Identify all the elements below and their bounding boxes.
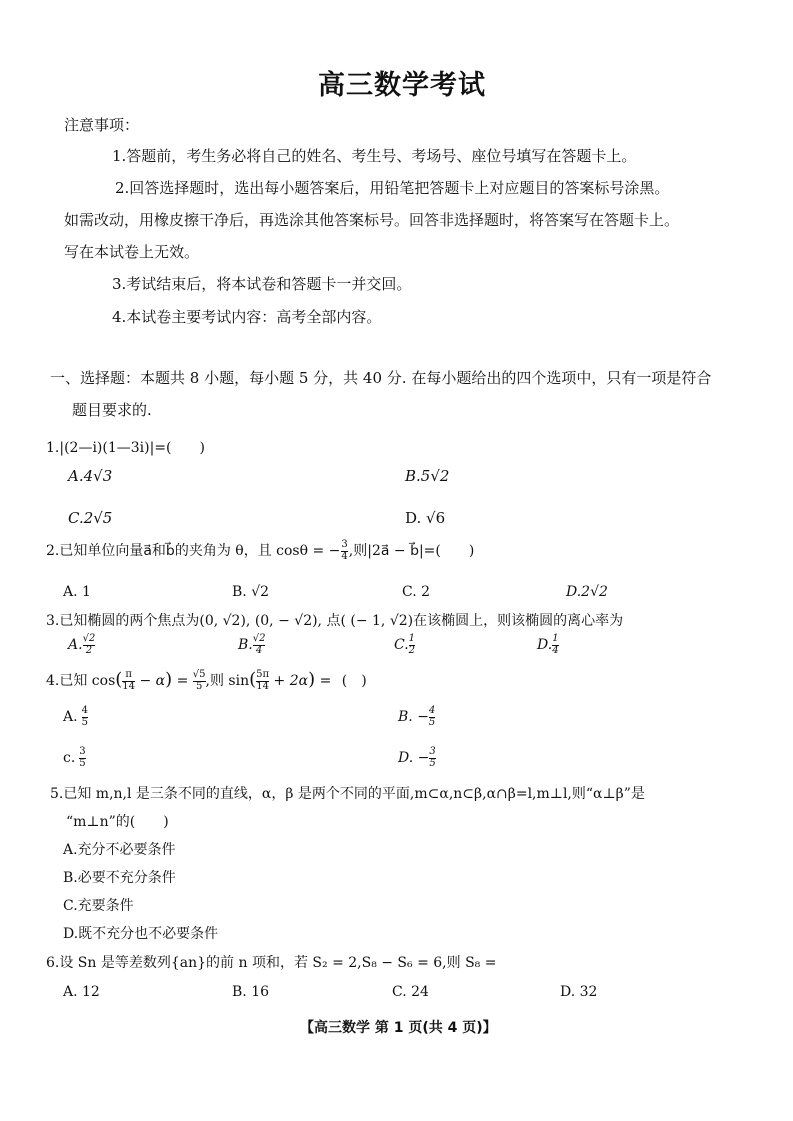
question-3-option-c xyxy=(394,634,415,656)
option-fraction xyxy=(82,706,88,728)
fraction-denominator: 5 xyxy=(429,757,436,769)
question-1-option-a: A.4√3 xyxy=(68,467,113,485)
question-2-option-c: C. 2 xyxy=(402,584,431,600)
question-5-option-b: B.必要不充分条件 xyxy=(63,870,176,886)
option-letter: A. xyxy=(63,709,78,725)
option-letter: B. − xyxy=(398,709,429,725)
question-5-option-c: C.充要条件 xyxy=(63,898,134,914)
fraction-numerator: √2 xyxy=(82,633,96,644)
option-letter: A. xyxy=(68,637,83,653)
option-fraction xyxy=(429,706,435,728)
fraction-numerator: 5π xyxy=(256,669,270,680)
question-4-option-a xyxy=(63,706,88,728)
page-title: 高三数学考试 xyxy=(318,70,486,101)
paren-open: ( xyxy=(115,669,123,690)
notice-line-6: 4.本试卷主要考试内容：高考全部内容。 xyxy=(112,308,382,326)
fraction-denominator: 5 xyxy=(428,716,436,728)
question-1-option-c: C.2√5 xyxy=(68,509,113,527)
stem-text: = xyxy=(172,673,193,689)
section-heading-line-2: 题目要求的. xyxy=(72,401,152,419)
question-4-option-b xyxy=(398,706,435,728)
question-2-stem-text-2: ,则|2a⃗ − b⃗|=( ) xyxy=(348,543,475,559)
question-2-option-d: D.2√2 xyxy=(566,584,608,600)
fraction-numerator: √5 xyxy=(192,669,206,680)
notice-line-5: 3.考试结束后，将本试卷和答题卡一并交回。 xyxy=(112,275,412,293)
option-fraction xyxy=(83,634,96,656)
notice-line-1: 1.答题前，考生务必将自己的姓名、考生号、考场号、座位号填写在答题卡上。 xyxy=(112,147,637,165)
fraction-numerator: 1 xyxy=(552,633,559,644)
paren-close: ) xyxy=(165,669,173,690)
fraction-denominator: 5 xyxy=(195,680,203,692)
question-2-stem-text-1: 2.已知单位向量a⃗和b⃗的夹角为 θ，且 cosθ = − xyxy=(46,543,341,559)
stem-text: ,则 sin xyxy=(205,673,250,689)
paren-close: ) xyxy=(308,669,316,690)
question-5-option-d: D.既不充分也不必要条件 xyxy=(63,926,219,942)
fraction-numerator: 4 xyxy=(81,705,88,716)
question-6-option-a: A. 12 xyxy=(63,984,100,1000)
question-5-stem-line-2: “m⊥n”的( ) xyxy=(66,814,169,830)
question-3-option-b xyxy=(238,634,265,656)
option-fraction xyxy=(79,747,85,769)
fraction-numerator: 3 xyxy=(79,746,86,757)
fraction-denominator: 2 xyxy=(408,644,416,656)
fraction-numerator: 1 xyxy=(408,633,416,644)
fraction-denominator: 14 xyxy=(256,680,269,692)
notice-line-2: 2.回答选择题时，选出每小题答案后，用铅笔把答题卡上对应题目的答案标号涂黑。 xyxy=(115,179,670,197)
stem-fraction xyxy=(256,670,269,692)
answer-blank: ( ) xyxy=(341,673,367,689)
question-2-stem xyxy=(46,540,474,562)
question-1-option-b: B.5√2 xyxy=(405,467,450,485)
fraction-numerator: √2 xyxy=(252,633,266,644)
question-3-option-d xyxy=(537,634,559,656)
question-4-option-d xyxy=(398,747,436,769)
option-letter: C. xyxy=(394,637,409,653)
fraction-denominator: 4 xyxy=(341,550,348,562)
question-3-option-a xyxy=(68,634,95,656)
fraction-denominator: 4 xyxy=(255,644,263,656)
fraction-denominator: 14 xyxy=(122,680,136,692)
stem-fraction xyxy=(122,670,135,692)
option-letter: c. xyxy=(63,750,76,766)
notice-line-4: 写在本试卷上无效。 xyxy=(64,243,200,261)
question-6-option-b: B. 16 xyxy=(232,984,270,1000)
notice-heading: 注意事项： xyxy=(64,116,140,134)
stem-text: 4.已知 cos xyxy=(46,673,116,689)
question-1-option-d: D. √6 xyxy=(405,509,446,527)
question-5-stem-line-1: 5.已知 m,n,l 是三条不同的直线，α，β 是两个不同的平面,m⊂α,n⊂β,α∩β=l,m⊥l,则“α⊥β”是 xyxy=(50,786,645,802)
notice-line-3: 如需改动，用橡皮擦干净后，再选涂其他答案标号。回答非选择题时，将答案写在答题卡上。 xyxy=(64,211,680,229)
stem-text: = xyxy=(315,673,336,689)
fraction-numerator: 3 xyxy=(429,746,436,757)
question-6-option-d: D. 32 xyxy=(560,984,598,1000)
fraction-denominator: 2 xyxy=(85,644,93,656)
fraction-numerator: π xyxy=(122,670,135,682)
stem-text: − α xyxy=(135,673,166,689)
question-2-option-b: B. √2 xyxy=(232,584,270,600)
stem-text: + 2α xyxy=(269,673,309,689)
option-fraction xyxy=(429,747,435,769)
question-4-option-c xyxy=(63,747,86,769)
stem-fraction xyxy=(193,670,206,692)
option-fraction xyxy=(253,634,266,656)
option-letter: D. xyxy=(537,637,553,653)
question-2-fraction xyxy=(341,540,347,562)
fraction-numerator: 3 xyxy=(341,539,348,550)
question-5-option-a: A.充分不必要条件 xyxy=(63,842,176,858)
question-3-stem: 3.已知椭圆的两个焦点为(0, √2), (0, − √2), 点( (− 1, √2)在该椭圆上，则该椭圆的离心率为 xyxy=(46,613,624,629)
question-1-stem: 1.|(2—i)(1—3i)|=( ) xyxy=(46,440,205,456)
option-fraction xyxy=(409,634,415,656)
question-4-stem xyxy=(46,670,367,692)
option-letter: D. − xyxy=(398,750,430,766)
fraction-denominator: 4 xyxy=(552,644,559,656)
fraction-denominator: 5 xyxy=(79,757,86,769)
option-fraction xyxy=(552,634,558,656)
question-6-option-c: C. 24 xyxy=(392,984,429,1000)
section-heading-line-1: 一、选择题：本题共 8 小题，每小题 5 分，共 40 分. 在每小题给出的四个选项中，只有一项是符合 xyxy=(50,369,712,387)
option-letter: B. xyxy=(238,637,253,653)
paren-open: ( xyxy=(249,669,257,690)
question-6-stem: 6.设 Sn 是等差数列{an}的前 n 项和，若 S₂ = 2,S₈ − S₆ = 6,则 S₈ = xyxy=(46,955,497,971)
fraction-denominator: 5 xyxy=(81,716,88,728)
question-2-option-a: A. 1 xyxy=(63,584,91,600)
fraction-numerator: 4 xyxy=(428,705,436,716)
page-footer: 【高三数学 第 1 页(共 4 页)】 xyxy=(300,1020,497,1036)
